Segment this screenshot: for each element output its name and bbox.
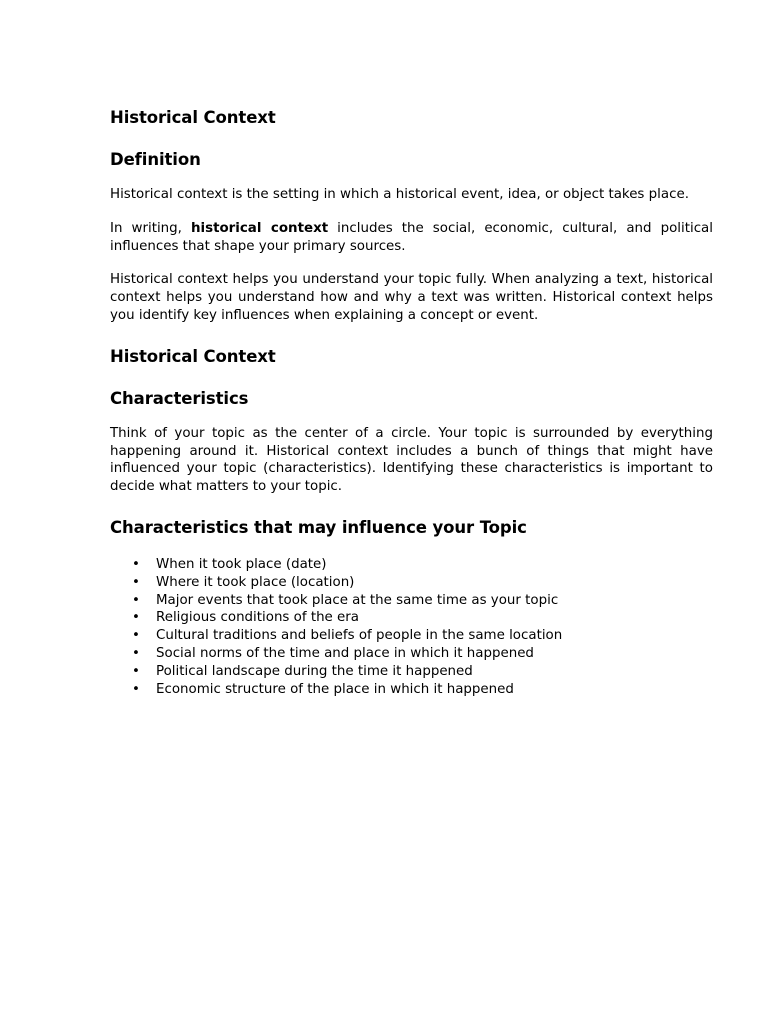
writing-paragraph-bold: historical context	[190, 220, 329, 236]
writing-paragraph	[110, 220, 713, 256]
list-item	[110, 663, 713, 681]
writing-paragraph-end: includes the social, economic, cultural, and political influences that shape your primary sources.	[110, 220, 713, 254]
list-item-text: Religious conditions of the era	[156, 610, 360, 626]
list-item-text: Social norms of the time and place in which it happened	[156, 645, 534, 661]
section-subtitle-characteristics: Characteristics	[110, 388, 249, 408]
understanding-paragraph: Historical context helps you understand your topic fully. When analyzing a text, historical context helps you understand how and why a text was written. Historical context helps you identify key influences when explaining a concept or event.	[110, 272, 713, 323]
writing-paragraph-start: In writing,	[110, 220, 191, 236]
bullet-icon: •	[132, 663, 140, 679]
list-item	[110, 592, 713, 610]
list-item-text: Political landscape during the time it happened	[156, 663, 473, 679]
list-item	[110, 556, 713, 574]
list-item-text: When it took place (date)	[156, 556, 327, 572]
section-subtitle-definition: Definition	[110, 150, 201, 169]
bullet-icon: •	[132, 628, 140, 644]
bullet-icon: •	[132, 645, 140, 661]
list-item-text: Where it took place (location)	[156, 574, 355, 590]
bullet-icon: •	[132, 681, 140, 697]
list-item-text: Major events that took place at the same time as your topic	[156, 592, 559, 608]
definition-paragraph: Historical context is the setting in which a historical event, idea, or object takes place.	[110, 187, 689, 202]
list-item	[110, 645, 713, 663]
bullet-icon: •	[132, 556, 140, 572]
list-item	[110, 609, 713, 627]
list-item-text: Economic structure of the place in which it happened	[156, 681, 514, 697]
list-item	[110, 627, 713, 645]
list-item-text: Cultural traditions and beliefs of people in the same location	[156, 628, 563, 644]
list-item	[110, 574, 713, 592]
document-page	[110, 108, 713, 698]
bullet-icon: •	[132, 592, 140, 608]
bullet-icon: •	[132, 610, 140, 626]
characteristics-list	[110, 556, 713, 698]
section-title-2: Historical Context	[110, 346, 276, 366]
characteristics-paragraph: Think of your topic as the center of a circle. Your topic is surrounded by everything happening around it. Historical context includes a bunch of things that might have influenced your topic (characteristics). Identifying these characteristics is important to decide what matters to your topic.	[110, 425, 713, 495]
list-heading: Characteristics that may influence your Topic	[110, 517, 527, 537]
bullet-icon: •	[132, 574, 140, 590]
list-item	[110, 681, 713, 699]
section-title: Historical Context	[110, 108, 276, 127]
